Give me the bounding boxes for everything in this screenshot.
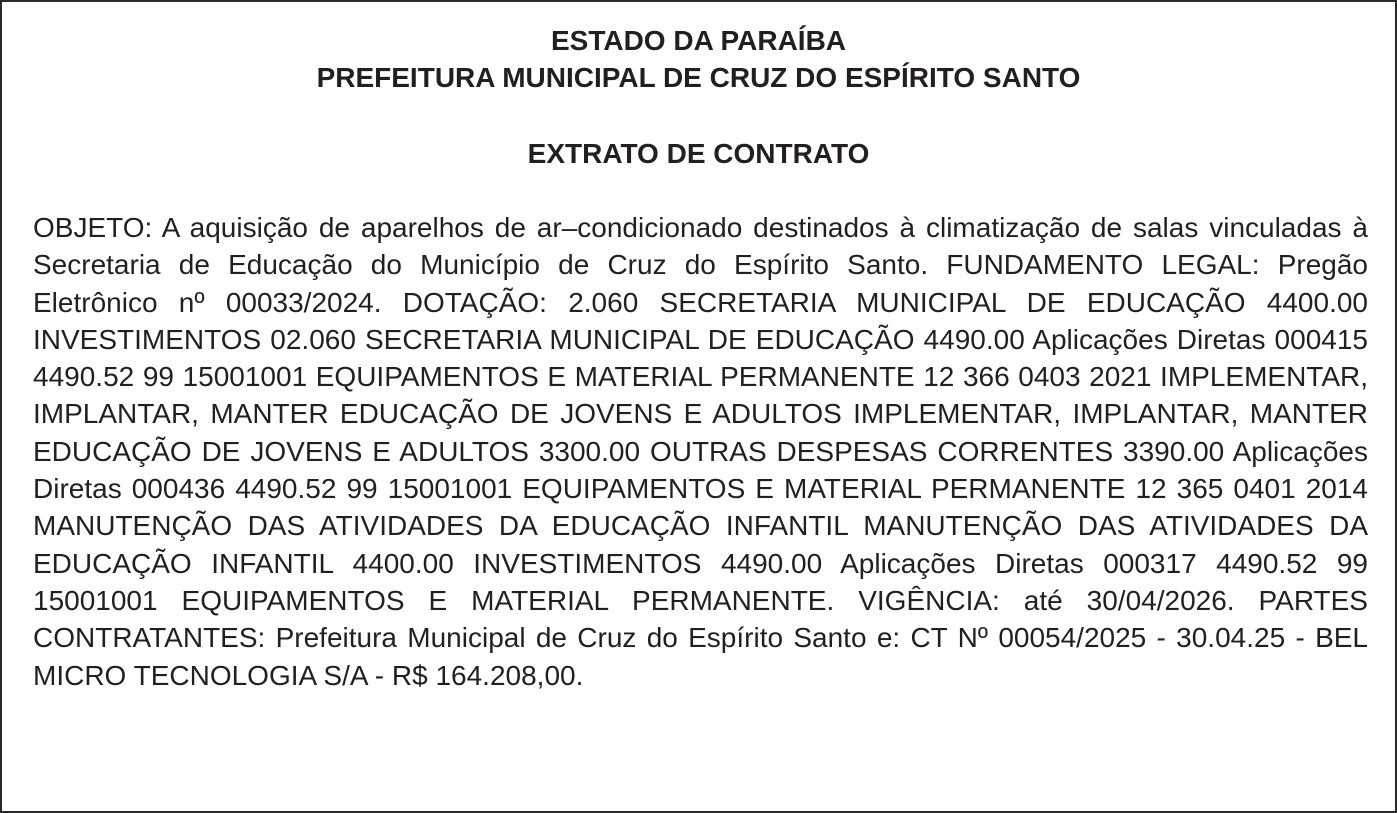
document-title: EXTRATO DE CONTRATO [527, 138, 870, 169]
state-heading: ESTADO DA PARAÍBA [550, 25, 847, 56]
municipality-heading: PREFEITURA MUNICIPAL DE CRUZ DO ESPÍRITO SANTO [316, 62, 1081, 93]
contract-extract-body: OBJETO: A aquisição de aparelhos de ar–condicionado destinados à climatização de salas vinculadas à Secretaria de Educação do Município de Cruz do Espírito Santo. FUNDAMENTO LEGAL: Pregão Eletrônico nº 00033/2024. DOTAÇÃO: 2.060 SECRETARIA MUNICIPAL DE EDUCAÇÃO 4400.00 INVESTIMENTOS 02.060 SECRETARIA MUNICIPAL DE EDUCAÇÃO 4490.00 Aplicações Diretas 000415 4490.52 99 15001001 EQUIPAMENTOS E MATERIAL PERMANENTE 12 366 0403 2021 IMPLEMENTAR, IMPLANTAR, MANTER EDUCAÇÃO DE JOVENS E ADULTOS IMPLEMENTAR, IMPLANTAR, MANTER EDUCAÇÃO DE JOVENS E ADULTOS 3300.00 OUTRAS DESPESAS CORRENTES 3390.00 Aplicações Diretas 000436 4490.52 99 15001001 EQUIPAMENTOS E MATERIAL PERMANENTE 12 365 0401 2014 MANUTENÇÃO DAS ATIVIDADES DA EDUCAÇÃO INFANTIL MANUTENÇÃO DAS ATIVIDADES DA EDUCAÇÃO INFANTIL 4400.00 INVESTIMENTOS 4490.00 Aplicações Diretas 000317 4490.52 99 15001001 EQUIPAMENTOS E MATERIAL PERMANENTE. VIGÊNCIA: até 30/04/2026. PARTES CONTRATANTES: Prefeitura Municipal de Cruz do Espírito Santo e: CT Nº 00054/2025 - 30.04.25 - BEL MICRO TECNOLOGIA S/A - R$ 164.208,00. [33, 212, 1368, 691]
